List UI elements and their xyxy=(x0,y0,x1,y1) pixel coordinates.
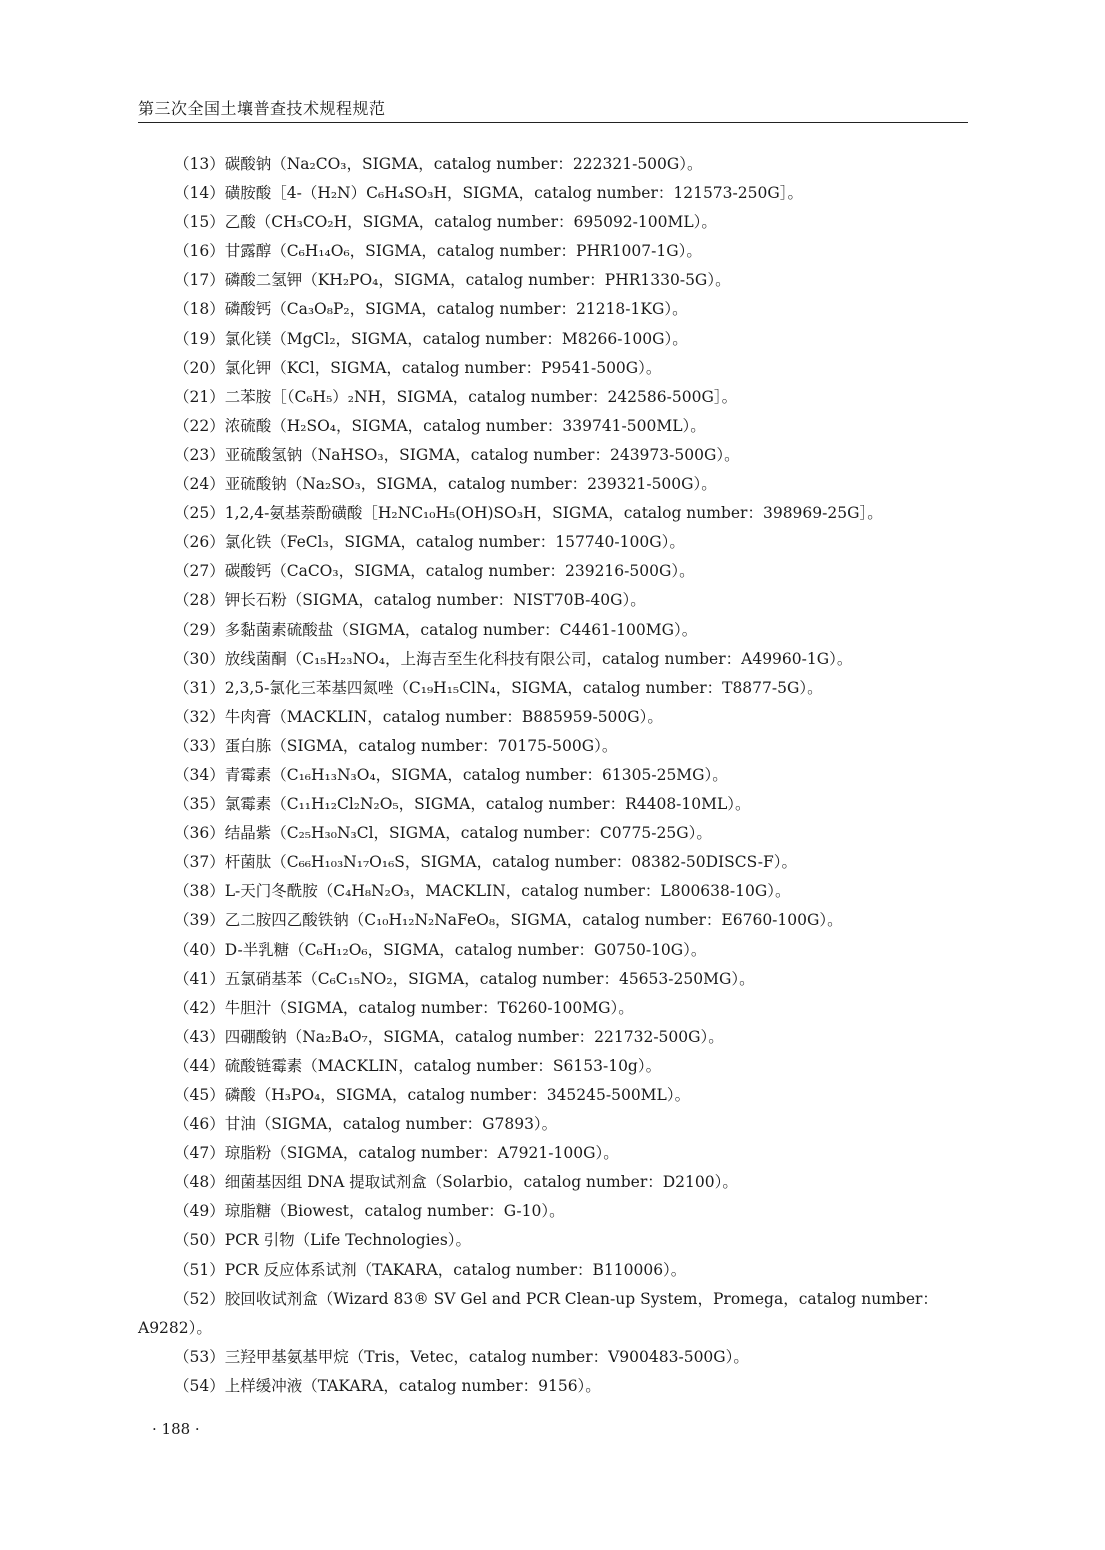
list-item: （14）磺胺酸［4-（H₂N）C₆H₄SO₃H，SIGMA，catalog number：121573-250G］。 xyxy=(174,184,803,203)
list-item: （38）L-天门冬酰胺（C₄H₈N₂O₃，MACKLIN，catalog number：L800638-10G）。 xyxy=(174,882,791,901)
list-item: （24）亚硫酸钠（Na₂SO₃，SIGMA，catalog number：239321-500G）。 xyxy=(174,475,717,494)
list-item: （20）氯化钾（KCl，SIGMA，catalog number：P9541-500G）。 xyxy=(174,358,662,377)
list-item: （27）碳酸钙（CaCO₃，SIGMA，catalog number：239216-500G）。 xyxy=(174,562,695,581)
list-item: （16）甘露醇（C₆H₁₄O₆，SIGMA，catalog number：PHR1007-1G）。 xyxy=(174,242,702,261)
header-title: 第三次全国土壤普查技术规程规范 xyxy=(138,99,386,118)
list-item: （19）氯化镁（MgCl₂，SIGMA，catalog number：M8266-100G）。 xyxy=(174,329,688,348)
list-item: （25）1,2,4-氨基萘酚磺酸［H₂NC₁₀H₅(OH)SO₃H，SIGMA，catalog number：398969-25G］。 xyxy=(174,504,883,523)
list-item: （32）牛肉膏（MACKLIN，catalog number：B885959-500G）。 xyxy=(174,707,663,726)
list-item: （46）甘油（SIGMA，catalog number：G7893）。 xyxy=(174,1115,558,1134)
list-item: （26）氯化铁（FeCl₃，SIGMA，catalog number：157740-100G）。 xyxy=(174,533,685,552)
list-item: （47）琼脂粉（SIGMA，catalog number：A7921-100G）。 xyxy=(174,1144,619,1163)
list-item: （44）硫酸链霉素（MACKLIN，catalog number：S6153-10g）。 xyxy=(174,1056,662,1075)
list-item: （52）胶回收试剂盒（Wizard 83® SV Gel and PCR Clean-up System，Promega，catalog number：A9282）。 xyxy=(138,1289,938,1337)
list-item: （23）亚硫酸氢钠（NaHSO₃，SIGMA，catalog number：243973-500G）。 xyxy=(174,445,740,464)
list-item: （34）青霉素（C₁₆H₁₃N₃O₄，SIGMA，catalog number：61305-25MG）。 xyxy=(174,765,728,784)
list-item: （21）二苯胺［（C₆H₅）₂NH，SIGMA，catalog number：242586-500G］。 xyxy=(174,387,738,406)
list-item: （15）乙酸（CH₃CO₂H，SIGMA，catalog number：695092-100ML）。 xyxy=(174,213,717,232)
list-item: （42）牛胆汁（SIGMA，catalog number：T6260-100MG）。 xyxy=(174,998,634,1017)
reagent-list xyxy=(138,150,968,1401)
list-item: （28）钾长石粉（SIGMA，catalog number：NIST70B-40G）。 xyxy=(174,591,646,610)
list-item: （51）PCR 反应体系试剂（TAKARA，catalog number：B110006）。 xyxy=(174,1260,687,1279)
running-header xyxy=(138,94,968,123)
list-item: （31）2,3,5-氯化三苯基四氮唑（C₁₉H₁₅ClN₄，SIGMA，catalog number：T8877-5G）。 xyxy=(174,678,823,697)
list-item: （18）磷酸钙（Ca₃O₈P₂，SIGMA，catalog number：21218-1KG）。 xyxy=(174,300,688,319)
list-item: （50）PCR 引物（Life Technologies）。 xyxy=(174,1231,472,1250)
list-item: （39）乙二胺四乙酸铁钠（C₁₀H₁₂N₂NaFeO₈，SIGMA，catalog number：E6760-100G）。 xyxy=(174,911,843,930)
list-item: （13）碳酸钠（Na₂CO₃，SIGMA，catalog number：222321-500G）。 xyxy=(174,155,703,173)
list-item: （48）细菌基因组 DNA 提取试剂盒（Solarbio，catalog number：D2100）。 xyxy=(174,1173,738,1192)
list-item: （30）放线菌酮（C₁₅H₂₃NO₄，上海吉至生化科技有限公司，catalog number：A49960-1G）。 xyxy=(174,649,853,668)
list-item: （36）结晶紫（C₂₅H₃₀N₃Cl，SIGMA，catalog number：C0775-25G）。 xyxy=(174,824,712,843)
list-item: （53）三羟甲基氨基甲烷（Tris，Vetec，catalog number：V900483-500G）。 xyxy=(174,1347,749,1366)
list-item: （45）磷酸（H₃PO₄，SIGMA，catalog number：345245-500ML）。 xyxy=(174,1086,691,1104)
list-item: （29）多黏菌素硫酸盐（SIGMA，catalog number：C4461-100MG）。 xyxy=(174,620,698,639)
list-item: （49）琼脂糖（Biowest，catalog number：G-10）。 xyxy=(174,1202,565,1221)
list-item: （33）蛋白胨（SIGMA，catalog number：70175-500G）。 xyxy=(174,736,618,755)
list-item: （43）四硼酸钠（Na₂B₄O₇，SIGMA，catalog number：221732-500G）。 xyxy=(174,1027,724,1046)
list-item: （40）D-半乳糖（C₆H₁₂O₆，SIGMA，catalog number：G0750-10G）。 xyxy=(174,940,707,959)
list-item: （54）上样缓冲液（TAKARA，catalog number：9156）。 xyxy=(174,1376,601,1395)
page-number: · 188 · xyxy=(152,1420,200,1438)
list-item: （35）氯霉素（C₁₁H₁₂Cl₂N₂O₅，SIGMA，catalog number：R4408-10ML）。 xyxy=(174,795,751,814)
list-item: （17）磷酸二氢钾（KH₂PO₄，SIGMA，catalog number：PHR1330-5G）。 xyxy=(174,271,731,290)
list-item: （22）浓硫酸（H₂SO₄，SIGMA，catalog number：339741-500ML）。 xyxy=(174,416,706,435)
list-item: （41）五氯硝基苯（C₆C₁₅NO₂，SIGMA，catalog number：45653-250MG）。 xyxy=(174,969,755,988)
list-item: （37）杆菌肽（C₆₆H₁₀₃N₁₇O₁₆S，SIGMA，catalog number：08382-50DISCS-F）。 xyxy=(174,853,798,872)
